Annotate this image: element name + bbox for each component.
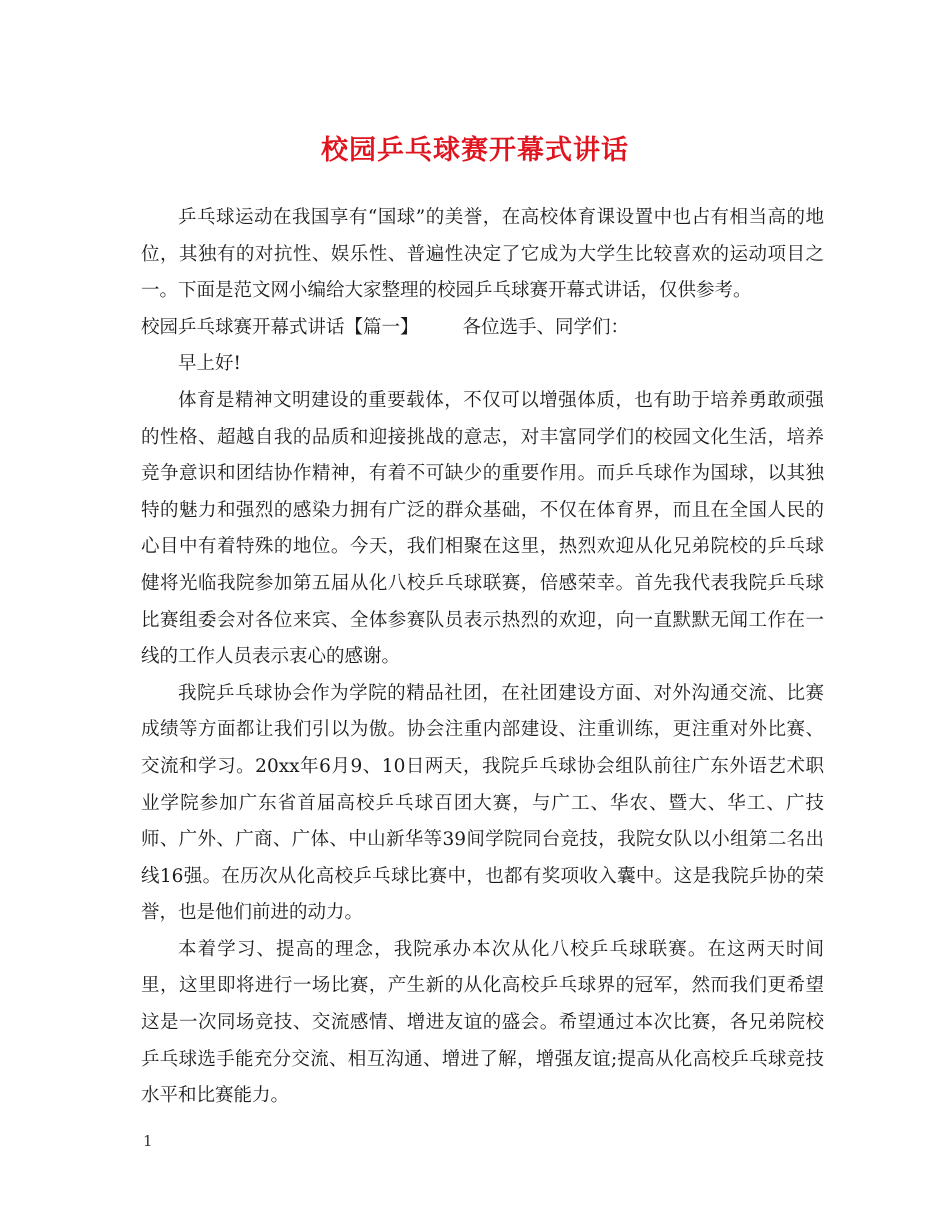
section-heading: 校园乒乓球赛开幕式讲话【篇一】 [141,316,419,338]
document-title: 校园乒乓球赛开幕式讲话 [321,135,629,166]
body-paragraph-1: 体育是精神文明建设的重要载体，不仅可以增强体质，也有助于培养勇敢顽强的性格、超越自我的品质和迎接挑战的意志，对丰富同学们的校园文化生活，培养竞争意识和团结协作精神，有着不可缺少的重要作用。而乒乓球作为国球，以其独特的魅力和强烈的感染力拥有广泛的群众基础，不仅在体育界，而且在全国人民的心目中有着特殊的地位。今天，我们相聚在这里，热烈欢迎从化兄弟院校的乒乓球健将光临我院参加第五届从化八校乒乓球联赛，倍感荣幸。首先我代表我院乒乓球比赛组委会对各位来宾、全体参赛队员表示热烈的欢迎，向一直默默无闻工作在一线的工作人员表示衷心的感谢。 [141,389,824,668]
body-paragraph-2: 我院乒乓球协会作为学院的精品社团，在社团建设方面、对外沟通交流、比赛成绩等方面都让我们引以为傲。协会注重内部建设、注重训练，更注重对外比赛、交流和学习。20xx年6月9、10日两天，我院乒乓球协会组队前往广东外语艺术职业学院参加广东省首届高校乒乓球百团大赛，与广工、华农、暨大、华工、广技师、广外、广商、广体、中山新华等39间学院同台竞技，我院女队以小组第二名出线16强。在历次从化高校乒乓球比赛中，也都有奖项收入囊中。这是我院乒协的荣誉，也是他们前进的动力。 [141,682,824,924]
salutation: 各位选手、同学们： [462,316,630,338]
greeting: 早上好! [178,353,241,375]
page-number: 1 [143,1132,153,1150]
body-paragraph-3: 本着学习、提高的理念，我院承办本次从化八校乒乓球联赛。在这两天时间里，这里即将进行一场比赛，产生新的从化高校乒乓球界的冠军，然而我们更希望这是一次同场竞技、交流感情、增进友谊的盛会。希望通过本次比赛，各兄弟院校乒乓球选手能充分交流、相互沟通、增进了解，增强友谊;提高从化高校乒乓球竞技水平和比赛能力。 [141,938,824,1107]
document-body [141,200,824,1115]
intro-paragraph: 乒乓球运动在我国享有“国球”的美誉，在高校体育课设置中也占有相当高的地位，其独有的对抗性、娱乐性、普遍性决定了它成为大学生比较喜欢的运动项目之一。下面是范文网小编给大家整理的校园乒乓球赛开幕式讲话，仅供参考。 [141,207,824,302]
section-heading-line [141,310,824,347]
